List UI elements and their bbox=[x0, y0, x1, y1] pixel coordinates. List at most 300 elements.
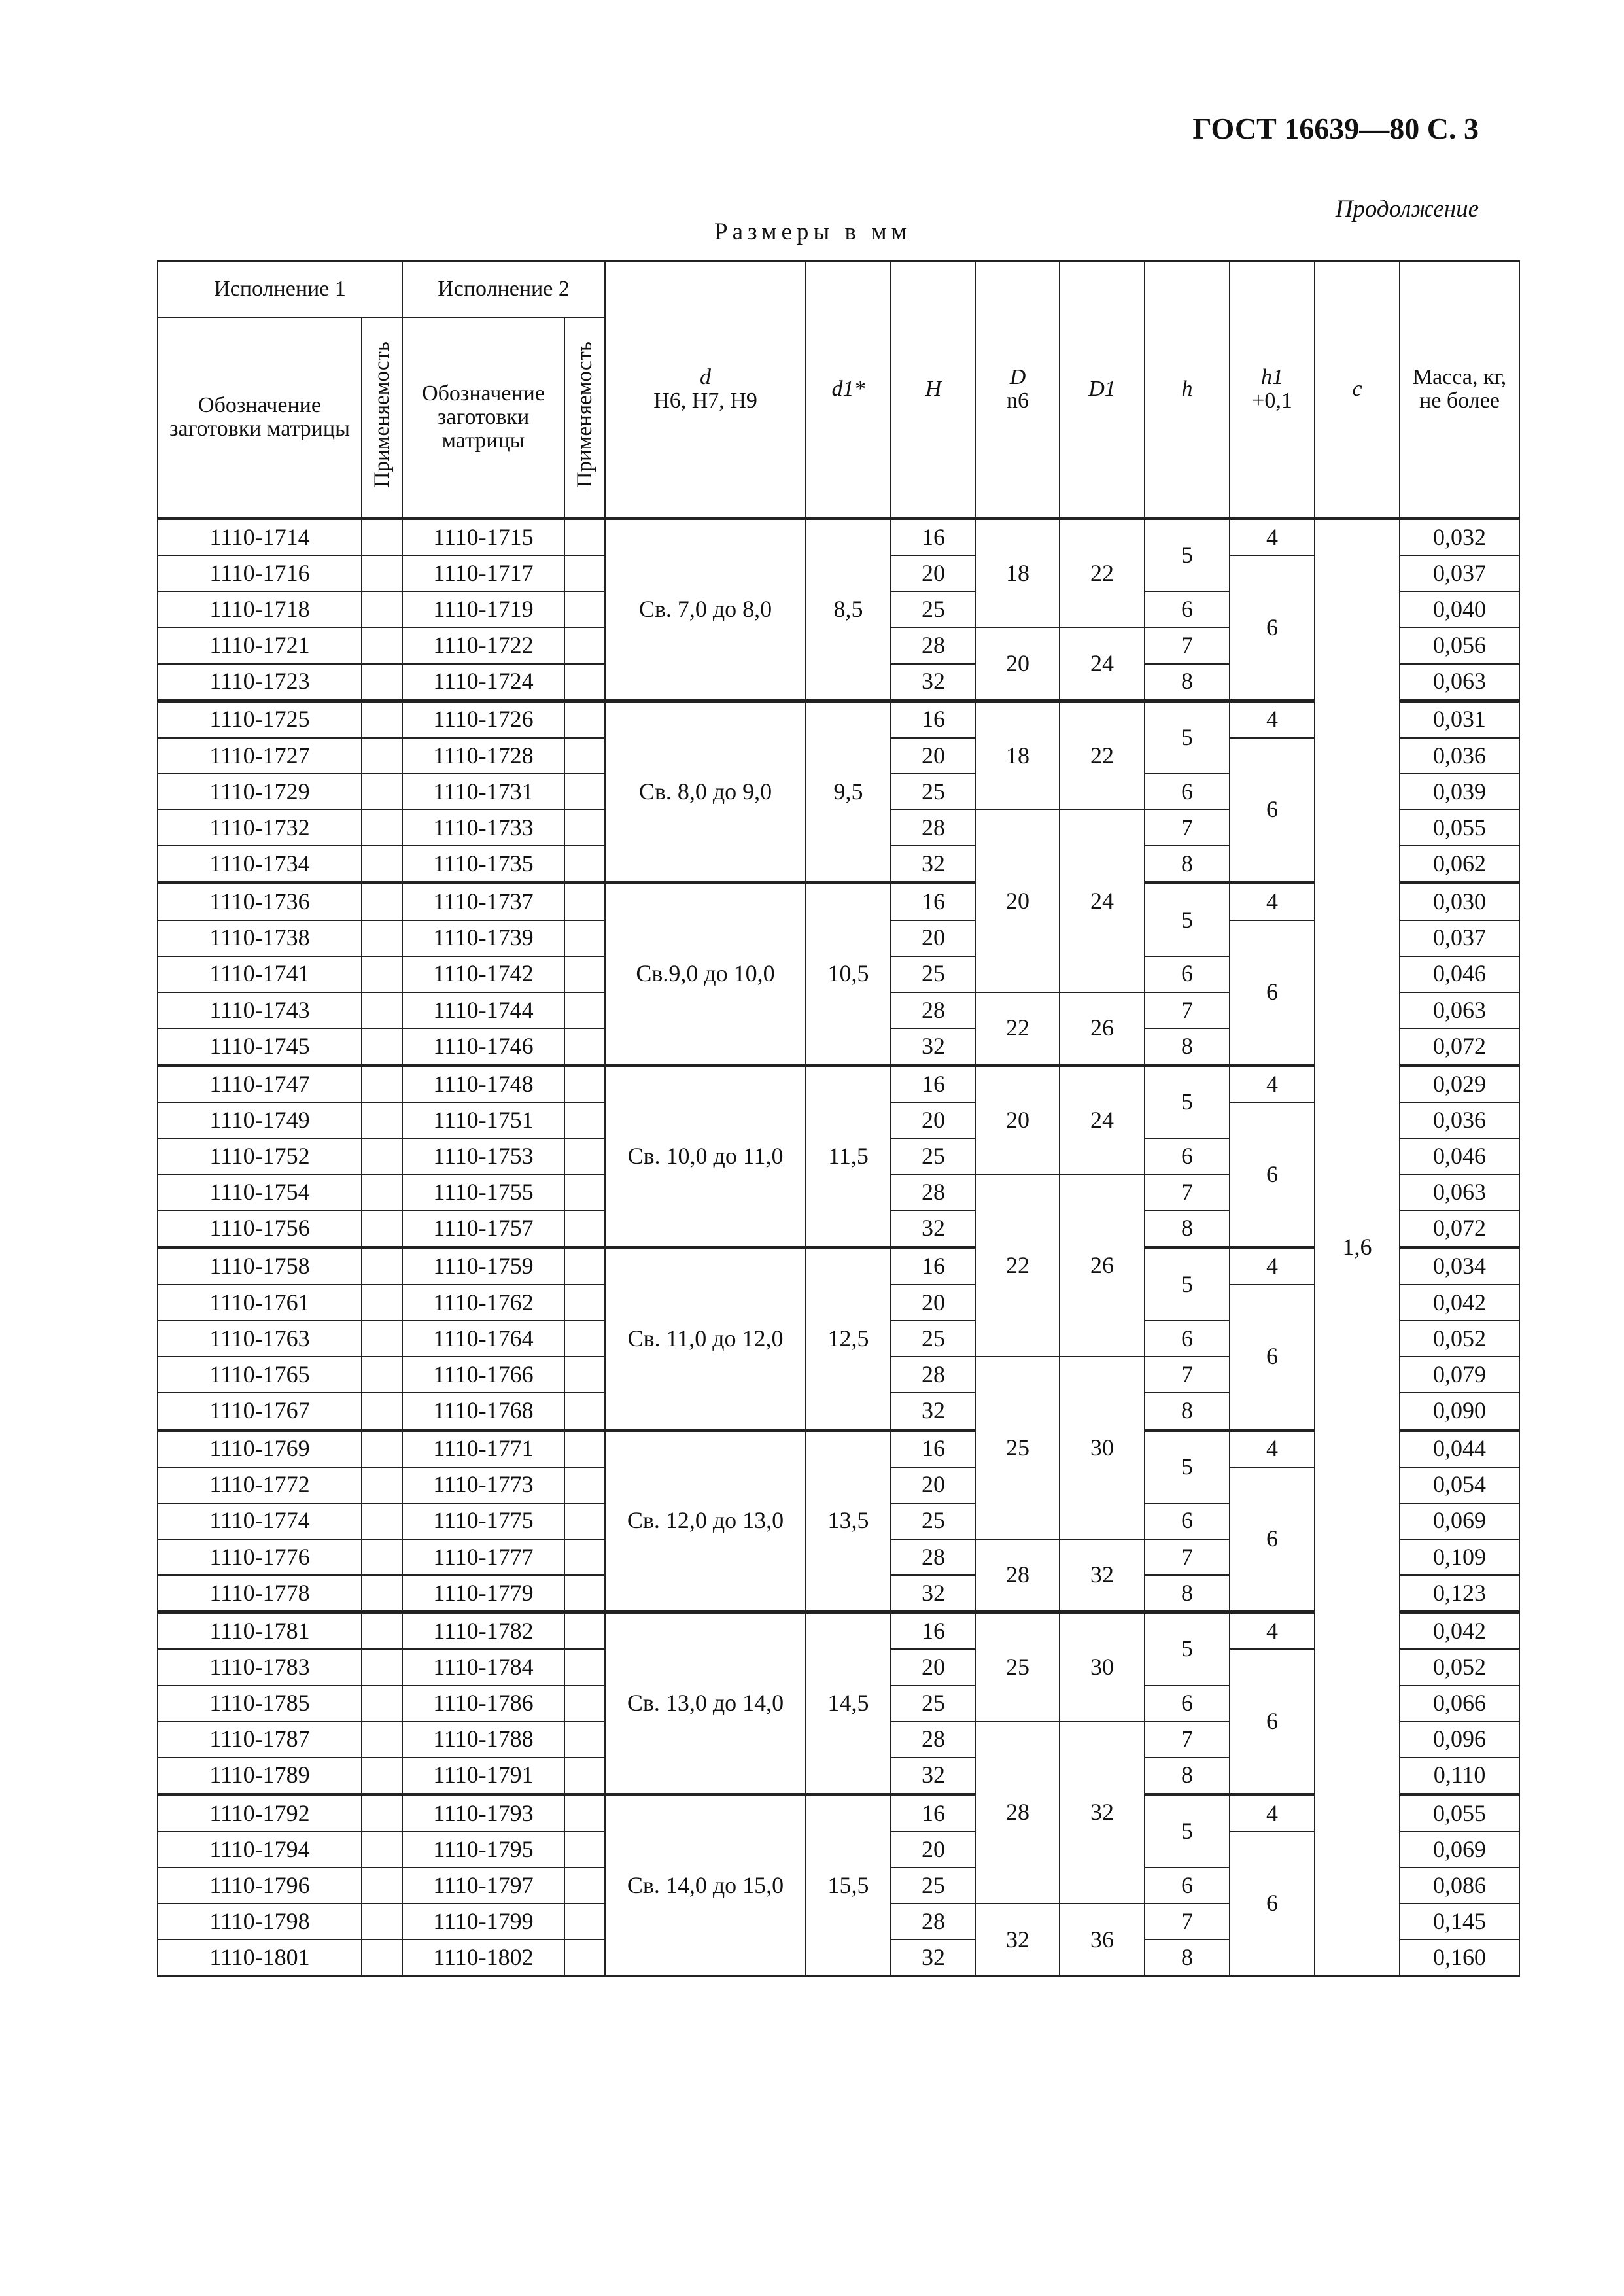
designation-1-cell: 1110-1783 bbox=[158, 1649, 362, 1685]
H-cell: 25 bbox=[891, 1868, 976, 1904]
mass-cell: 0,034 bbox=[1400, 1247, 1519, 1285]
mass-cell: 0,052 bbox=[1400, 1321, 1519, 1357]
mass-cell: 0,037 bbox=[1400, 920, 1519, 956]
H-cell: 16 bbox=[891, 883, 976, 920]
column-header-mass: Масса, кг, не более bbox=[1400, 261, 1519, 519]
applicability-1-cell bbox=[362, 1430, 402, 1467]
h-cell: 6 bbox=[1145, 1321, 1230, 1357]
applicability-1-cell bbox=[362, 810, 402, 846]
applicability-2-cell bbox=[564, 1939, 605, 1975]
designation-1-cell: 1110-1794 bbox=[158, 1832, 362, 1868]
applicability-1-cell bbox=[362, 956, 402, 992]
h-cell: 6 bbox=[1145, 1868, 1230, 1904]
mass-cell: 0,063 bbox=[1400, 1175, 1519, 1211]
designation-1-cell: 1110-1769 bbox=[158, 1430, 362, 1467]
d1-cell: 8,5 bbox=[806, 519, 891, 701]
applicability-1-cell bbox=[362, 1028, 402, 1066]
designation-2-cell: 1110-1802 bbox=[402, 1939, 564, 1975]
d-range-cell: Св. 13,0 до 14,0 bbox=[605, 1612, 806, 1795]
designation-2-cell: 1110-1793 bbox=[402, 1794, 564, 1832]
D-cell: 28 bbox=[976, 1722, 1060, 1904]
H-cell: 25 bbox=[891, 591, 976, 627]
H-cell: 20 bbox=[891, 1285, 976, 1321]
D1-cell: 26 bbox=[1060, 992, 1145, 1066]
applicability-2-cell bbox=[564, 1503, 605, 1539]
applicability-2-cell bbox=[564, 1066, 605, 1103]
H-cell: 32 bbox=[891, 664, 976, 701]
applicability-2-cell bbox=[564, 1649, 605, 1685]
H-cell: 16 bbox=[891, 519, 976, 556]
continuation-label: Продолжение bbox=[1335, 196, 1479, 222]
mass-cell: 0,031 bbox=[1400, 701, 1519, 738]
mass-cell: 0,052 bbox=[1400, 1649, 1519, 1685]
h-cell: 8 bbox=[1145, 1939, 1230, 1975]
column-header-h1 bbox=[1230, 261, 1315, 519]
applicability-2-cell bbox=[564, 1758, 605, 1795]
D1-cell: 22 bbox=[1060, 519, 1145, 628]
H-cell: 25 bbox=[891, 1138, 976, 1174]
mass-cell: 0,042 bbox=[1400, 1285, 1519, 1321]
h1-cell: 6 bbox=[1230, 1467, 1315, 1612]
designation-1-cell: 1110-1714 bbox=[158, 519, 362, 556]
h-cell: 8 bbox=[1145, 1028, 1230, 1066]
applicability-1-cell bbox=[362, 846, 402, 883]
h-cell: 5 bbox=[1145, 1247, 1230, 1321]
applicability-2-cell bbox=[564, 1686, 605, 1722]
D-cell: 18 bbox=[976, 519, 1060, 628]
d-range-cell: Св. 7,0 до 8,0 bbox=[605, 519, 806, 701]
d-range-cell: Св.9,0 до 10,0 bbox=[605, 883, 806, 1066]
designation-1-cell: 1110-1736 bbox=[158, 883, 362, 920]
h1-cell: 6 bbox=[1230, 555, 1315, 701]
mass-cell: 0,055 bbox=[1400, 1794, 1519, 1832]
mass-cell: 0,072 bbox=[1400, 1028, 1519, 1066]
applicability-1-cell bbox=[362, 738, 402, 774]
applicability-1-cell bbox=[362, 664, 402, 701]
applicability-1-cell bbox=[362, 1612, 402, 1650]
applicability-1-cell bbox=[362, 1247, 402, 1285]
c-cell: 1,6 bbox=[1315, 519, 1400, 1976]
mass-cell: 0,090 bbox=[1400, 1393, 1519, 1430]
h-cell: 7 bbox=[1145, 1904, 1230, 1939]
designation-1-cell: 1110-1729 bbox=[158, 774, 362, 810]
designation-2-cell: 1110-1724 bbox=[402, 664, 564, 701]
D-cell: 22 bbox=[976, 992, 1060, 1066]
D1-cell: 36 bbox=[1060, 1904, 1145, 1975]
mass-cell: 0,037 bbox=[1400, 555, 1519, 591]
H-cell: 16 bbox=[891, 1247, 976, 1285]
designation-2-cell: 1110-1786 bbox=[402, 1686, 564, 1722]
h-cell: 7 bbox=[1145, 1357, 1230, 1393]
designation-2-cell: 1110-1779 bbox=[402, 1575, 564, 1612]
h-cell: 7 bbox=[1145, 1539, 1230, 1575]
D-tolerance: n6 bbox=[1007, 389, 1029, 413]
designation-2-cell: 1110-1782 bbox=[402, 1612, 564, 1650]
applicability-1-cell bbox=[362, 1357, 402, 1393]
designation-2-cell: 1110-1795 bbox=[402, 1832, 564, 1868]
column-header-applicability-1 bbox=[362, 317, 402, 519]
D1-cell: 22 bbox=[1060, 701, 1145, 810]
mass-cell: 0,123 bbox=[1400, 1575, 1519, 1612]
mass-cell: 0,096 bbox=[1400, 1722, 1519, 1758]
applicability-2-cell bbox=[564, 1393, 605, 1430]
designation-2-cell: 1110-1762 bbox=[402, 1285, 564, 1321]
D-cell: 32 bbox=[976, 1904, 1060, 1975]
d-range-cell: Св. 8,0 до 9,0 bbox=[605, 701, 806, 883]
applicability-2-cell bbox=[564, 1247, 605, 1285]
designation-2-cell: 1110-1748 bbox=[402, 1066, 564, 1103]
applicability-1-cell bbox=[362, 1503, 402, 1539]
designation-2-cell: 1110-1731 bbox=[402, 774, 564, 810]
D-cell: 22 bbox=[976, 1175, 1060, 1357]
mass-cell: 0,069 bbox=[1400, 1503, 1519, 1539]
D-cell: 20 bbox=[976, 1066, 1060, 1175]
mass-cell: 0,032 bbox=[1400, 519, 1519, 556]
applicability-2-cell bbox=[564, 591, 605, 627]
mass-cell: 0,109 bbox=[1400, 1539, 1519, 1575]
h-cell: 8 bbox=[1145, 846, 1230, 883]
h-cell: 5 bbox=[1145, 1794, 1230, 1868]
h-cell: 8 bbox=[1145, 1393, 1230, 1430]
applicability-1-cell bbox=[362, 992, 402, 1028]
D-cell: 25 bbox=[976, 1357, 1060, 1539]
applicability-1-cell bbox=[362, 1102, 402, 1138]
applicability-1-cell bbox=[362, 1138, 402, 1174]
applicability-1-cell bbox=[362, 1904, 402, 1939]
designation-1-cell: 1110-1718 bbox=[158, 591, 362, 627]
mass-cell: 0,054 bbox=[1400, 1467, 1519, 1503]
designation-2-cell: 1110-1735 bbox=[402, 846, 564, 883]
applicability-1-cell bbox=[362, 1321, 402, 1357]
mass-cell: 0,069 bbox=[1400, 1832, 1519, 1868]
H-cell: 32 bbox=[891, 1393, 976, 1430]
d-range-cell: Св. 14,0 до 15,0 bbox=[605, 1794, 806, 1975]
designation-2-cell: 1110-1726 bbox=[402, 701, 564, 738]
designation-1-cell: 1110-1774 bbox=[158, 1503, 362, 1539]
applicability-2-label: Применяемость bbox=[572, 341, 596, 488]
mass-cell: 0,160 bbox=[1400, 1939, 1519, 1975]
designation-1-cell: 1110-1756 bbox=[158, 1211, 362, 1248]
d-range-cell: Св. 11,0 до 12,0 bbox=[605, 1247, 806, 1430]
applicability-2-cell bbox=[564, 1028, 605, 1066]
h1-cell: 4 bbox=[1230, 519, 1315, 556]
applicability-2-cell bbox=[564, 1832, 605, 1868]
H-cell: 32 bbox=[891, 1028, 976, 1066]
d1-cell: 15,5 bbox=[806, 1794, 891, 1975]
designation-2-cell: 1110-1722 bbox=[402, 627, 564, 663]
h1-cell: 6 bbox=[1230, 1649, 1315, 1794]
applicability-1-cell bbox=[362, 1066, 402, 1103]
designation-1-cell: 1110-1767 bbox=[158, 1393, 362, 1430]
H-cell: 25 bbox=[891, 1321, 976, 1357]
h1-tolerance: +0,1 bbox=[1252, 389, 1292, 413]
designation-2-cell: 1110-1739 bbox=[402, 920, 564, 956]
H-cell: 16 bbox=[891, 1612, 976, 1650]
D1-cell: 24 bbox=[1060, 627, 1145, 701]
column-header-h: h bbox=[1145, 261, 1230, 519]
designation-2-cell: 1110-1771 bbox=[402, 1430, 564, 1467]
d1-cell: 14,5 bbox=[806, 1612, 891, 1795]
applicability-2-cell bbox=[564, 920, 605, 956]
D1-cell: 24 bbox=[1060, 1066, 1145, 1175]
mass-cell: 0,063 bbox=[1400, 992, 1519, 1028]
h-cell: 6 bbox=[1145, 956, 1230, 992]
D1-cell: 30 bbox=[1060, 1612, 1145, 1722]
mass-cell: 0,036 bbox=[1400, 1102, 1519, 1138]
designation-1-cell: 1110-1727 bbox=[158, 738, 362, 774]
h1-cell: 4 bbox=[1230, 883, 1315, 920]
applicability-1-cell bbox=[362, 627, 402, 663]
h-cell: 8 bbox=[1145, 1211, 1230, 1248]
designation-1-cell: 1110-1716 bbox=[158, 555, 362, 591]
designation-1-cell: 1110-1747 bbox=[158, 1066, 362, 1103]
designation-2-cell: 1110-1737 bbox=[402, 883, 564, 920]
D-cell: 28 bbox=[976, 1539, 1060, 1612]
column-header-execution-1: Исполнение 1 bbox=[158, 261, 402, 317]
applicability-2-cell bbox=[564, 1904, 605, 1939]
designation-1-cell: 1110-1789 bbox=[158, 1758, 362, 1795]
column-header-designation-2: Обозначение заготовки матрицы bbox=[402, 317, 564, 519]
applicability-2-cell bbox=[564, 846, 605, 883]
applicability-1-label: Применяемость bbox=[370, 341, 394, 488]
H-cell: 28 bbox=[891, 1357, 976, 1393]
h1-symbol: h1 bbox=[1261, 365, 1284, 390]
d1-cell: 13,5 bbox=[806, 1430, 891, 1612]
applicability-2-cell bbox=[564, 1175, 605, 1211]
column-header-D bbox=[976, 261, 1060, 519]
D1-cell: 24 bbox=[1060, 810, 1145, 992]
H-cell: 32 bbox=[891, 1211, 976, 1248]
H-cell: 32 bbox=[891, 1575, 976, 1612]
designation-1-cell: 1110-1776 bbox=[158, 1539, 362, 1575]
designation-1-cell: 1110-1732 bbox=[158, 810, 362, 846]
designation-2-cell: 1110-1773 bbox=[402, 1467, 564, 1503]
h1-cell: 6 bbox=[1230, 1832, 1315, 1976]
h-cell: 6 bbox=[1145, 591, 1230, 627]
applicability-2-cell bbox=[564, 1357, 605, 1393]
designation-1-cell: 1110-1754 bbox=[158, 1175, 362, 1211]
H-cell: 16 bbox=[891, 1794, 976, 1832]
mass-cell: 0,046 bbox=[1400, 1138, 1519, 1174]
h1-cell: 4 bbox=[1230, 1430, 1315, 1467]
designation-1-cell: 1110-1787 bbox=[158, 1722, 362, 1758]
H-cell: 25 bbox=[891, 774, 976, 810]
designation-2-cell: 1110-1751 bbox=[402, 1102, 564, 1138]
designation-2-cell: 1110-1799 bbox=[402, 1904, 564, 1939]
designation-2-cell: 1110-1759 bbox=[402, 1247, 564, 1285]
applicability-2-cell bbox=[564, 1794, 605, 1832]
H-cell: 16 bbox=[891, 1430, 976, 1467]
applicability-2-cell bbox=[564, 1539, 605, 1575]
applicability-1-cell bbox=[362, 1393, 402, 1430]
designation-2-cell: 1110-1715 bbox=[402, 519, 564, 556]
applicability-1-cell bbox=[362, 1211, 402, 1248]
h-cell: 7 bbox=[1145, 810, 1230, 846]
h1-cell: 4 bbox=[1230, 1247, 1315, 1285]
designation-2-cell: 1110-1742 bbox=[402, 956, 564, 992]
H-cell: 20 bbox=[891, 1832, 976, 1868]
d1-cell: 11,5 bbox=[806, 1066, 891, 1248]
h1-cell: 4 bbox=[1230, 701, 1315, 738]
H-cell: 28 bbox=[891, 627, 976, 663]
designation-2-cell: 1110-1719 bbox=[402, 591, 564, 627]
applicability-2-cell bbox=[564, 1321, 605, 1357]
designation-1-cell: 1110-1758 bbox=[158, 1247, 362, 1285]
applicability-1-cell bbox=[362, 1539, 402, 1575]
H-cell: 28 bbox=[891, 810, 976, 846]
applicability-2-cell bbox=[564, 1467, 605, 1503]
column-header-applicability-2 bbox=[564, 317, 605, 519]
d1-cell: 10,5 bbox=[806, 883, 891, 1066]
D-symbol: D bbox=[1009, 365, 1026, 390]
h1-cell: 6 bbox=[1230, 1285, 1315, 1430]
applicability-1-cell bbox=[362, 1285, 402, 1321]
d1-cell: 9,5 bbox=[806, 701, 891, 883]
designation-1-cell: 1110-1765 bbox=[158, 1357, 362, 1393]
H-cell: 20 bbox=[891, 1649, 976, 1685]
mass-cell: 0,072 bbox=[1400, 1211, 1519, 1248]
H-cell: 28 bbox=[891, 992, 976, 1028]
h1-cell: 6 bbox=[1230, 920, 1315, 1066]
designation-1-cell: 1110-1723 bbox=[158, 664, 362, 701]
h1-cell: 4 bbox=[1230, 1794, 1315, 1832]
designation-1-cell: 1110-1781 bbox=[158, 1612, 362, 1650]
mass-cell: 0,029 bbox=[1400, 1066, 1519, 1103]
h-cell: 7 bbox=[1145, 1175, 1230, 1211]
mass-cell: 0,044 bbox=[1400, 1430, 1519, 1467]
h-cell: 6 bbox=[1145, 1503, 1230, 1539]
column-header-D1: D1 bbox=[1060, 261, 1145, 519]
d-symbol: d bbox=[700, 365, 712, 390]
designation-2-cell: 1110-1768 bbox=[402, 1393, 564, 1430]
table-row bbox=[158, 519, 1519, 556]
column-header-execution-2: Исполнение 2 bbox=[402, 261, 605, 317]
applicability-2-cell bbox=[564, 555, 605, 591]
applicability-2-cell bbox=[564, 883, 605, 920]
applicability-2-cell bbox=[564, 1722, 605, 1758]
H-cell: 16 bbox=[891, 1066, 976, 1103]
h-cell: 5 bbox=[1145, 701, 1230, 774]
mass-cell: 0,039 bbox=[1400, 774, 1519, 810]
D-cell: 18 bbox=[976, 701, 1060, 810]
mass-cell: 0,110 bbox=[1400, 1758, 1519, 1795]
D1-cell: 26 bbox=[1060, 1175, 1145, 1357]
designation-2-cell: 1110-1733 bbox=[402, 810, 564, 846]
applicability-2-cell bbox=[564, 1138, 605, 1174]
H-cell: 32 bbox=[891, 846, 976, 883]
applicability-1-cell bbox=[362, 1758, 402, 1795]
d-range-cell: Св. 12,0 до 13,0 bbox=[605, 1430, 806, 1612]
designation-1-cell: 1110-1745 bbox=[158, 1028, 362, 1066]
column-header-H: H bbox=[891, 261, 976, 519]
designation-2-cell: 1110-1777 bbox=[402, 1539, 564, 1575]
mass-cell: 0,036 bbox=[1400, 738, 1519, 774]
h-cell: 7 bbox=[1145, 992, 1230, 1028]
D-cell: 20 bbox=[976, 810, 1060, 992]
designation-1-cell: 1110-1752 bbox=[158, 1138, 362, 1174]
d1-cell: 12,5 bbox=[806, 1247, 891, 1430]
designation-2-cell: 1110-1788 bbox=[402, 1722, 564, 1758]
H-cell: 28 bbox=[891, 1722, 976, 1758]
applicability-2-cell bbox=[564, 1285, 605, 1321]
mass-cell: 0,086 bbox=[1400, 1868, 1519, 1904]
h-cell: 8 bbox=[1145, 664, 1230, 701]
h-cell: 6 bbox=[1145, 1686, 1230, 1722]
h1-cell: 4 bbox=[1230, 1612, 1315, 1650]
H-cell: 20 bbox=[891, 1102, 976, 1138]
designation-1-cell: 1110-1801 bbox=[158, 1939, 362, 1975]
applicability-1-cell bbox=[362, 883, 402, 920]
mass-cell: 0,046 bbox=[1400, 956, 1519, 992]
designation-2-cell: 1110-1744 bbox=[402, 992, 564, 1028]
designation-1-cell: 1110-1761 bbox=[158, 1285, 362, 1321]
designation-2-cell: 1110-1775 bbox=[402, 1503, 564, 1539]
applicability-1-cell bbox=[362, 1868, 402, 1904]
designation-1-cell: 1110-1749 bbox=[158, 1102, 362, 1138]
H-cell: 32 bbox=[891, 1758, 976, 1795]
column-header-c: c bbox=[1315, 261, 1400, 519]
h1-cell: 4 bbox=[1230, 1066, 1315, 1103]
applicability-2-cell bbox=[564, 1102, 605, 1138]
applicability-2-cell bbox=[564, 627, 605, 663]
designation-1-cell: 1110-1792 bbox=[158, 1794, 362, 1832]
column-header-designation-1: Обозначение заготовки матрицы bbox=[158, 317, 362, 519]
mass-cell: 0,040 bbox=[1400, 591, 1519, 627]
applicability-1-cell bbox=[362, 1722, 402, 1758]
h-cell: 5 bbox=[1145, 883, 1230, 956]
applicability-2-cell bbox=[564, 738, 605, 774]
designation-2-cell: 1110-1791 bbox=[402, 1758, 564, 1795]
applicability-1-cell bbox=[362, 555, 402, 591]
applicability-2-cell bbox=[564, 1612, 605, 1650]
designation-2-cell: 1110-1757 bbox=[402, 1211, 564, 1248]
H-cell: 16 bbox=[891, 701, 976, 738]
h1-cell: 6 bbox=[1230, 738, 1315, 883]
h-cell: 5 bbox=[1145, 519, 1230, 592]
H-cell: 20 bbox=[891, 555, 976, 591]
designation-1-cell: 1110-1738 bbox=[158, 920, 362, 956]
designation-2-cell: 1110-1784 bbox=[402, 1649, 564, 1685]
D-cell: 20 bbox=[976, 627, 1060, 701]
designation-2-cell: 1110-1755 bbox=[402, 1175, 564, 1211]
column-header-d1: d1* bbox=[806, 261, 891, 519]
designation-1-cell: 1110-1778 bbox=[158, 1575, 362, 1612]
h-cell: 7 bbox=[1145, 1722, 1230, 1758]
H-cell: 28 bbox=[891, 1539, 976, 1575]
H-cell: 25 bbox=[891, 1686, 976, 1722]
mass-cell: 0,079 bbox=[1400, 1357, 1519, 1393]
applicability-1-cell bbox=[362, 1794, 402, 1832]
mass-cell: 0,030 bbox=[1400, 883, 1519, 920]
designation-2-cell: 1110-1797 bbox=[402, 1868, 564, 1904]
applicability-2-cell bbox=[564, 664, 605, 701]
designation-1-cell: 1110-1798 bbox=[158, 1904, 362, 1939]
applicability-2-cell bbox=[564, 810, 605, 846]
designation-2-cell: 1110-1766 bbox=[402, 1357, 564, 1393]
applicability-1-cell bbox=[362, 1467, 402, 1503]
designation-2-cell: 1110-1746 bbox=[402, 1028, 564, 1066]
applicability-1-cell bbox=[362, 1832, 402, 1868]
h-cell: 5 bbox=[1145, 1066, 1230, 1139]
mass-cell: 0,055 bbox=[1400, 810, 1519, 846]
d-range-cell: Св. 10,0 до 11,0 bbox=[605, 1066, 806, 1248]
designation-1-cell: 1110-1796 bbox=[158, 1868, 362, 1904]
applicability-1-cell bbox=[362, 701, 402, 738]
applicability-2-cell bbox=[564, 701, 605, 738]
applicability-2-cell bbox=[564, 1575, 605, 1612]
mass-cell: 0,063 bbox=[1400, 664, 1519, 701]
applicability-2-cell bbox=[564, 1868, 605, 1904]
